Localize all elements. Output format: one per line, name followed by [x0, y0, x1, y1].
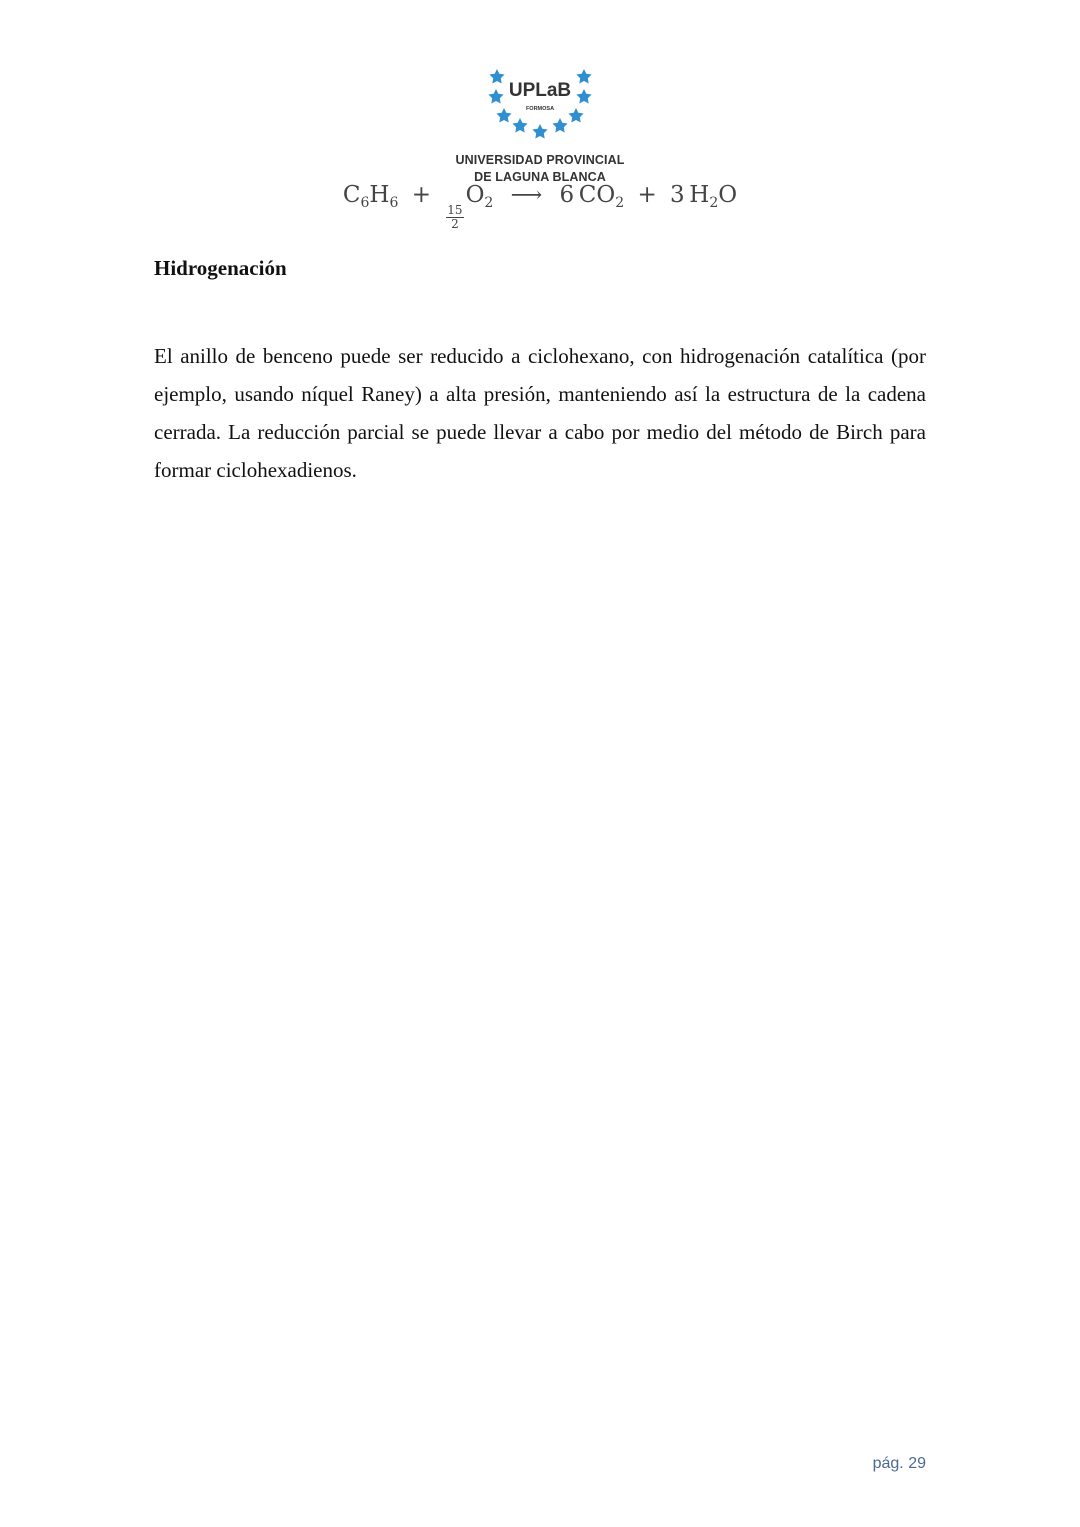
eq-hydrogen: H — [369, 182, 390, 208]
university-name-line2: DE LAGUNA BLANCA — [474, 170, 606, 184]
eq-carbon-dioxide: CO — [578, 182, 616, 208]
eq-oxygen: O — [465, 182, 485, 208]
eq-water-hydrogen: H — [689, 182, 710, 208]
eq-fraction-denominator: 2 — [451, 217, 459, 231]
eq-plus: + — [637, 182, 657, 208]
logo-subtext: FORMOSA — [525, 106, 555, 112]
eq-carbon-dioxide-sub: 2 — [615, 195, 625, 211]
eq-fraction — [446, 204, 463, 231]
eq-coefficient: 3 — [670, 182, 685, 208]
eq-fraction-numerator: 15 — [447, 203, 463, 217]
reaction-arrow-icon: ⟶ — [510, 183, 543, 208]
eq-carbon-sub: 6 — [360, 195, 370, 211]
body-paragraph: El anillo de benceno puede ser reducido a ciclohexano, con hidrogenación catalítica (por ejemplo, usando níquel Raney) a alta presión, manteniendo así la estructura de la cadena cerrada. La reducción parcial se puede llevar a cabo por medio del método de Birch para formar ciclohexadienos. — [154, 344, 926, 482]
eq-hydrogen-sub: 6 — [389, 195, 399, 211]
logo-text: UPLaB — [508, 80, 572, 101]
uplab-emblem — [480, 62, 600, 144]
section-heading: Hidrogenación — [154, 256, 287, 280]
eq-coefficient: 6 — [559, 182, 575, 208]
eq-water-hydrogen-sub: 2 — [709, 195, 719, 211]
university-logo — [0, 62, 1080, 186]
eq-oxygen-sub: 2 — [484, 195, 494, 211]
eq-carbon: C — [342, 182, 361, 208]
eq-water-oxygen: O — [718, 182, 738, 208]
combustion-equation — [0, 182, 1080, 231]
page-number: pág. 29 — [872, 1455, 926, 1472]
university-name-line1: UNIVERSIDAD PROVINCIAL — [455, 153, 625, 167]
eq-plus: + — [411, 182, 431, 208]
